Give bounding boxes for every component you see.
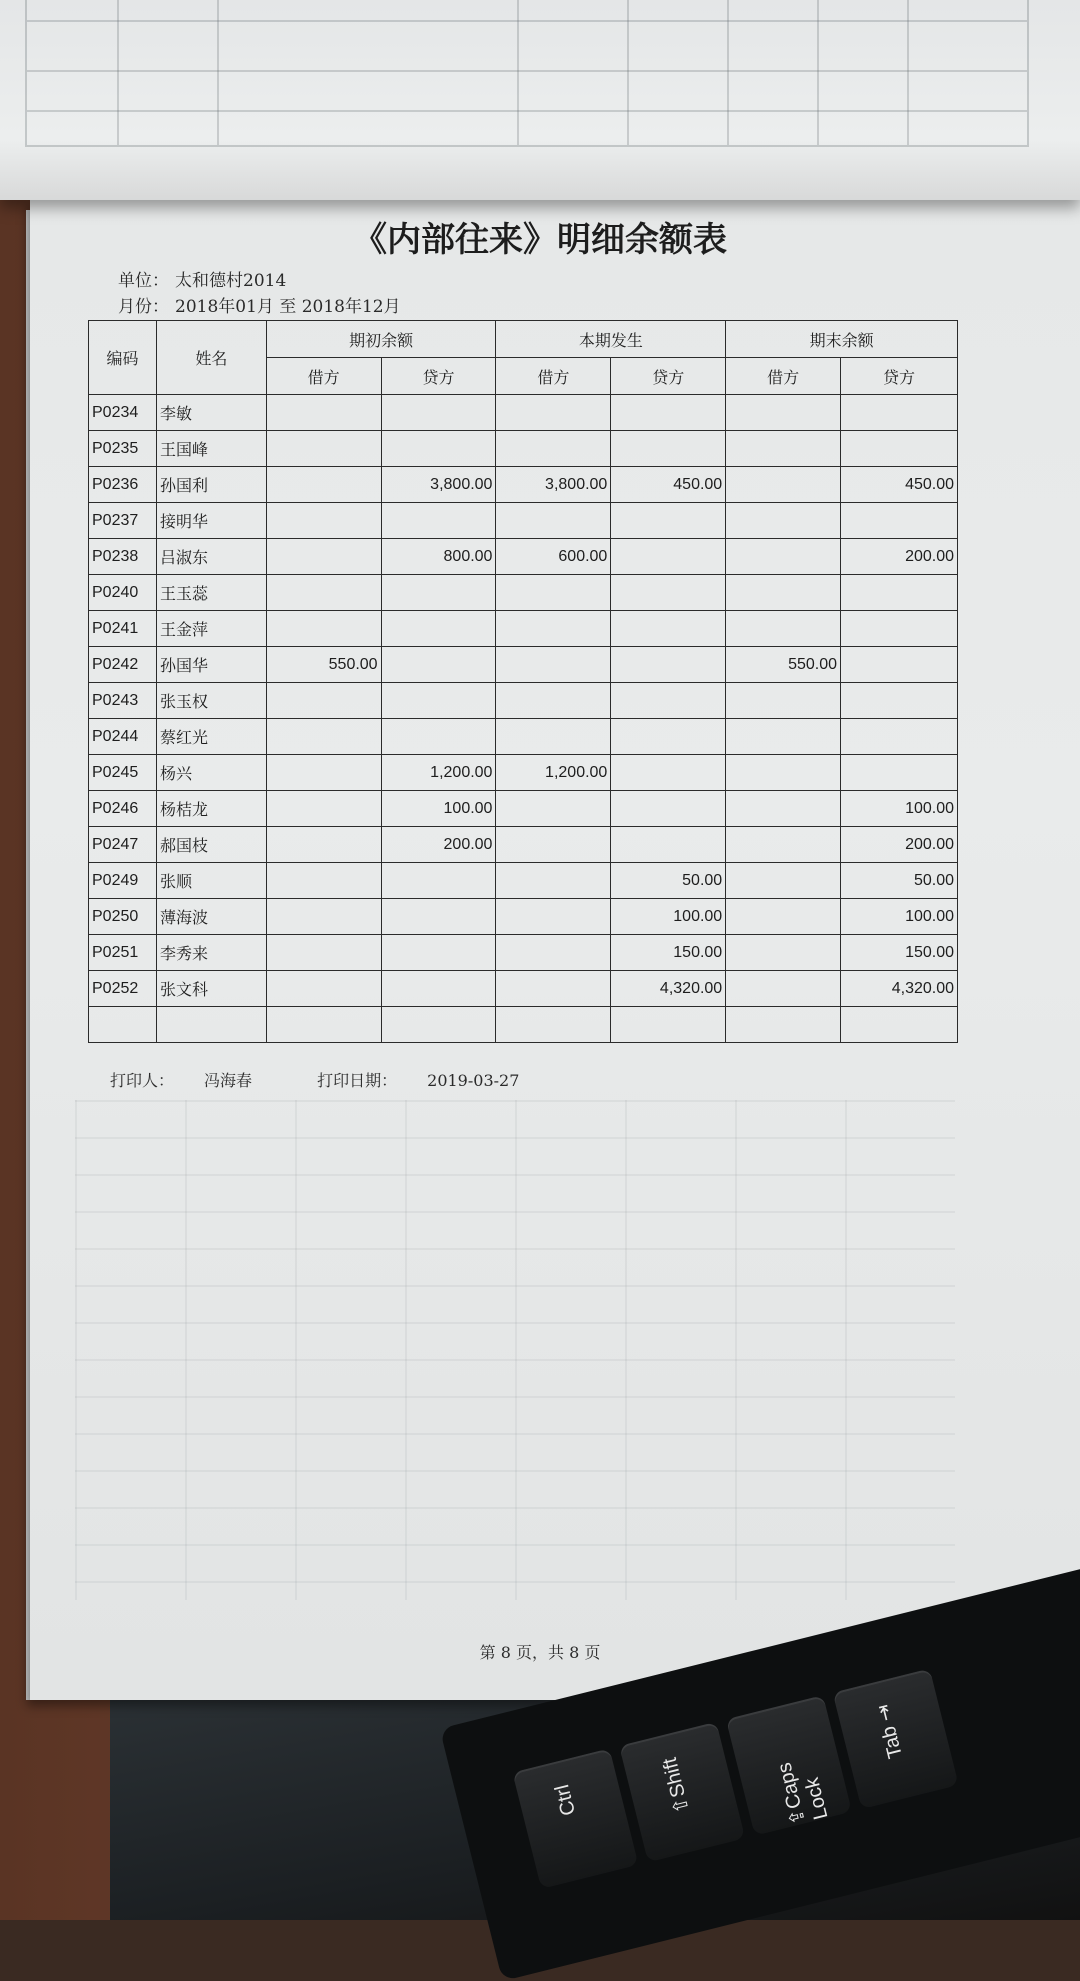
cell-opening-credit: 3,800.00: [381, 467, 496, 503]
cell-row-code: P0241: [89, 611, 157, 647]
cell-closing-debit: [726, 431, 841, 467]
cell-row-name: 孙国华: [156, 647, 266, 683]
cell-row-code: P0237: [89, 503, 157, 539]
cell-row-name: 王国峰: [156, 431, 266, 467]
cell-current-credit: [611, 683, 726, 719]
cell-closing-debit: [726, 863, 841, 899]
table-row: [89, 467, 958, 503]
table-row: [89, 719, 958, 755]
cell-row-name: 张文科: [156, 971, 266, 1007]
cell-row-name: 李敏: [156, 395, 266, 431]
table-row: [89, 755, 958, 791]
cell-row-code: P0246: [89, 791, 157, 827]
cell-current-credit: [611, 395, 726, 431]
table-row: [89, 683, 958, 719]
cell-opening-debit: [266, 971, 381, 1007]
cell-closing-credit: [841, 575, 958, 611]
cell-current-debit: [496, 611, 611, 647]
cell-opening-debit: [266, 395, 381, 431]
period-line: [118, 292, 401, 317]
balance-table: [88, 320, 958, 1043]
cell-opening-credit: [381, 683, 496, 719]
cell-current-debit: [496, 827, 611, 863]
cell-closing-credit: 200.00: [841, 539, 958, 575]
cell-row-name: 孙国利: [156, 467, 266, 503]
cell-closing-debit: [726, 971, 841, 1007]
header-current-credit: 贷方: [611, 358, 726, 395]
cell-opening-credit: 100.00: [381, 791, 496, 827]
cell-row-name: 吕淑东: [156, 539, 266, 575]
header-closing-debit: 借方: [726, 358, 841, 395]
cell-closing-credit: 50.00: [841, 863, 958, 899]
cell-row-name: [156, 1007, 266, 1043]
table-row: [89, 935, 958, 971]
cell-opening-debit: [266, 575, 381, 611]
cell-current-debit: [496, 431, 611, 467]
table-body: [89, 395, 958, 1043]
cell-opening-debit: [266, 431, 381, 467]
cell-row-name: 薄海波: [156, 899, 266, 935]
cell-opening-debit: [266, 611, 381, 647]
cell-row-name: 王金萍: [156, 611, 266, 647]
cell-opening-debit: [266, 539, 381, 575]
print-date-value: 2019-03-27: [427, 1071, 520, 1090]
cell-closing-debit: [726, 503, 841, 539]
header-opening-balance: 期初余额: [266, 321, 496, 358]
header-closing-balance: 期末余额: [726, 321, 958, 358]
cell-closing-debit: [726, 611, 841, 647]
cell-current-debit: [496, 791, 611, 827]
print-info: [110, 1068, 579, 1091]
cell-opening-credit: [381, 395, 496, 431]
cell-current-debit: 3,800.00: [496, 467, 611, 503]
cell-row-name: 接明华: [156, 503, 266, 539]
header-opening-credit: 贷方: [381, 358, 496, 395]
table-row: [89, 827, 958, 863]
cell-opening-debit: [266, 683, 381, 719]
unit-value: 太和德村2014: [175, 271, 287, 291]
cell-row-code: P0243: [89, 683, 157, 719]
cell-current-credit: [611, 539, 726, 575]
cell-opening-credit: [381, 431, 496, 467]
cell-closing-credit: 4,320.00: [841, 971, 958, 1007]
caps-lock-key: ⇪Caps Lock: [726, 1695, 852, 1836]
cell-row-code: P0242: [89, 647, 157, 683]
cell-closing-debit: [726, 683, 841, 719]
cell-opening-credit: [381, 899, 496, 935]
cell-closing-credit: [841, 611, 958, 647]
cell-closing-debit: [726, 539, 841, 575]
cell-closing-credit: [841, 1007, 958, 1043]
cell-row-code: P0249: [89, 863, 157, 899]
cell-row-name: 郝国枝: [156, 827, 266, 863]
cell-closing-debit: [726, 575, 841, 611]
cell-current-debit: [496, 719, 611, 755]
cell-closing-debit: [726, 935, 841, 971]
cell-current-debit: [496, 683, 611, 719]
cell-opening-debit: [266, 791, 381, 827]
header-code: 编码: [89, 321, 157, 395]
cell-row-code: [89, 1007, 157, 1043]
cell-current-credit: [611, 1007, 726, 1043]
cell-row-name: 张顺: [156, 863, 266, 899]
cell-current-credit: [611, 647, 726, 683]
cell-closing-credit: 100.00: [841, 791, 958, 827]
cell-current-credit: [611, 611, 726, 647]
cell-closing-credit: [841, 683, 958, 719]
cell-closing-debit: [726, 1007, 841, 1043]
cell-current-credit: [611, 791, 726, 827]
cell-opening-debit: [266, 467, 381, 503]
header-current-period: 本期发生: [496, 321, 726, 358]
cell-opening-credit: [381, 503, 496, 539]
bleed-through-grid: [75, 1100, 955, 1600]
cell-closing-debit: 550.00: [726, 647, 841, 683]
cell-current-credit: 4,320.00: [611, 971, 726, 1007]
previous-page-fold: [0, 0, 1080, 200]
cell-row-name: 李秀来: [156, 935, 266, 971]
cell-row-code: P0238: [89, 539, 157, 575]
cell-opening-debit: [266, 755, 381, 791]
cell-current-debit: [496, 899, 611, 935]
tab-key: Tab ⇥: [833, 1668, 959, 1809]
cell-closing-credit: [841, 503, 958, 539]
printer-value: 冯海春: [204, 1071, 253, 1090]
cell-opening-credit: [381, 611, 496, 647]
unit-line: [118, 266, 286, 291]
cell-current-debit: [496, 971, 611, 1007]
table-row: [89, 899, 958, 935]
table-row: [89, 791, 958, 827]
cell-row-code: P0244: [89, 719, 157, 755]
table-row: [89, 431, 958, 467]
header-name: 姓名: [156, 321, 266, 395]
cell-row-name: 王玉蕊: [156, 575, 266, 611]
cell-opening-credit: [381, 575, 496, 611]
cell-closing-debit: [726, 395, 841, 431]
ctrl-key: Ctrl: [512, 1748, 638, 1889]
unit-label: 单位：: [118, 271, 169, 291]
cell-current-debit: [496, 647, 611, 683]
cell-current-credit: 150.00: [611, 935, 726, 971]
cell-closing-debit: [726, 899, 841, 935]
cell-row-code: P0247: [89, 827, 157, 863]
cell-closing-credit: [841, 755, 958, 791]
cell-opening-credit: [381, 971, 496, 1007]
cell-closing-debit: [726, 467, 841, 503]
cell-closing-credit: [841, 647, 958, 683]
cell-current-debit: 1,200.00: [496, 755, 611, 791]
cell-opening-credit: 200.00: [381, 827, 496, 863]
cell-current-debit: [496, 935, 611, 971]
cell-current-credit: [611, 431, 726, 467]
cell-opening-debit: 550.00: [266, 647, 381, 683]
cell-closing-debit: [726, 755, 841, 791]
cell-row-code: P0252: [89, 971, 157, 1007]
cell-closing-debit: [726, 827, 841, 863]
cell-row-code: P0250: [89, 899, 157, 935]
cell-opening-credit: [381, 1007, 496, 1043]
printer-info: [110, 1071, 282, 1090]
cell-row-code: P0240: [89, 575, 157, 611]
cell-opening-debit: [266, 1007, 381, 1043]
cell-row-name: 蔡红光: [156, 719, 266, 755]
cell-current-credit: [611, 755, 726, 791]
cell-closing-credit: [841, 719, 958, 755]
cell-closing-debit: [726, 719, 841, 755]
cell-opening-debit: [266, 863, 381, 899]
cell-opening-credit: [381, 935, 496, 971]
table-row: [89, 503, 958, 539]
cell-row-code: P0235: [89, 431, 157, 467]
cell-closing-credit: 450.00: [841, 467, 958, 503]
cell-current-credit: [611, 575, 726, 611]
page-number: 第 8 页，共 8 页: [479, 1643, 601, 1662]
cell-row-code: P0234: [89, 395, 157, 431]
print-date-label: 打印日期：: [317, 1071, 398, 1090]
document-title: 《内部往来》明细余额表: [353, 220, 727, 260]
cell-current-debit: [496, 1007, 611, 1043]
cell-row-code: P0245: [89, 755, 157, 791]
cell-opening-debit: [266, 935, 381, 971]
cell-closing-credit: [841, 431, 958, 467]
table-row: [89, 863, 958, 899]
table-row: [89, 575, 958, 611]
cell-closing-credit: 200.00: [841, 827, 958, 863]
table-row: [89, 971, 958, 1007]
previous-page-grid: [25, 0, 1029, 147]
shift-key: ⇧Shift: [619, 1722, 745, 1863]
cell-opening-credit: [381, 647, 496, 683]
table-row: [89, 539, 958, 575]
cell-row-code: P0251: [89, 935, 157, 971]
cell-closing-credit: 100.00: [841, 899, 958, 935]
header-closing-credit: 贷方: [841, 358, 958, 395]
cell-closing-credit: [841, 395, 958, 431]
period-label: 月份：: [118, 297, 169, 317]
cell-current-credit: 100.00: [611, 899, 726, 935]
cell-opening-credit: [381, 719, 496, 755]
cell-opening-debit: [266, 899, 381, 935]
cell-opening-debit: [266, 719, 381, 755]
header-opening-debit: 借方: [266, 358, 381, 395]
cell-opening-debit: [266, 503, 381, 539]
cell-opening-credit: [381, 863, 496, 899]
print-date-info: [317, 1071, 549, 1090]
cell-row-code: P0236: [89, 467, 157, 503]
cell-current-debit: 600.00: [496, 539, 611, 575]
cell-current-debit: [496, 395, 611, 431]
cell-closing-debit: [726, 791, 841, 827]
cell-current-credit: [611, 827, 726, 863]
cell-row-name: 杨桔龙: [156, 791, 266, 827]
table-row: [89, 611, 958, 647]
cell-current-credit: 50.00: [611, 863, 726, 899]
cell-row-name: 张玉权: [156, 683, 266, 719]
cell-current-credit: 450.00: [611, 467, 726, 503]
printer-label: 打印人：: [110, 1071, 175, 1090]
cell-current-credit: [611, 503, 726, 539]
table-row: [89, 647, 958, 683]
table-row: [89, 395, 958, 431]
cell-row-name: 杨兴: [156, 755, 266, 791]
table-row: [89, 1007, 958, 1043]
cell-opening-debit: [266, 827, 381, 863]
cell-current-debit: [496, 575, 611, 611]
cell-opening-credit: 800.00: [381, 539, 496, 575]
header-current-debit: 借方: [496, 358, 611, 395]
cell-closing-credit: 150.00: [841, 935, 958, 971]
cell-current-debit: [496, 503, 611, 539]
cell-current-debit: [496, 863, 611, 899]
period-value: 2018年01月 至 2018年12月: [175, 297, 401, 317]
cell-current-credit: [611, 719, 726, 755]
cell-opening-credit: 1,200.00: [381, 755, 496, 791]
